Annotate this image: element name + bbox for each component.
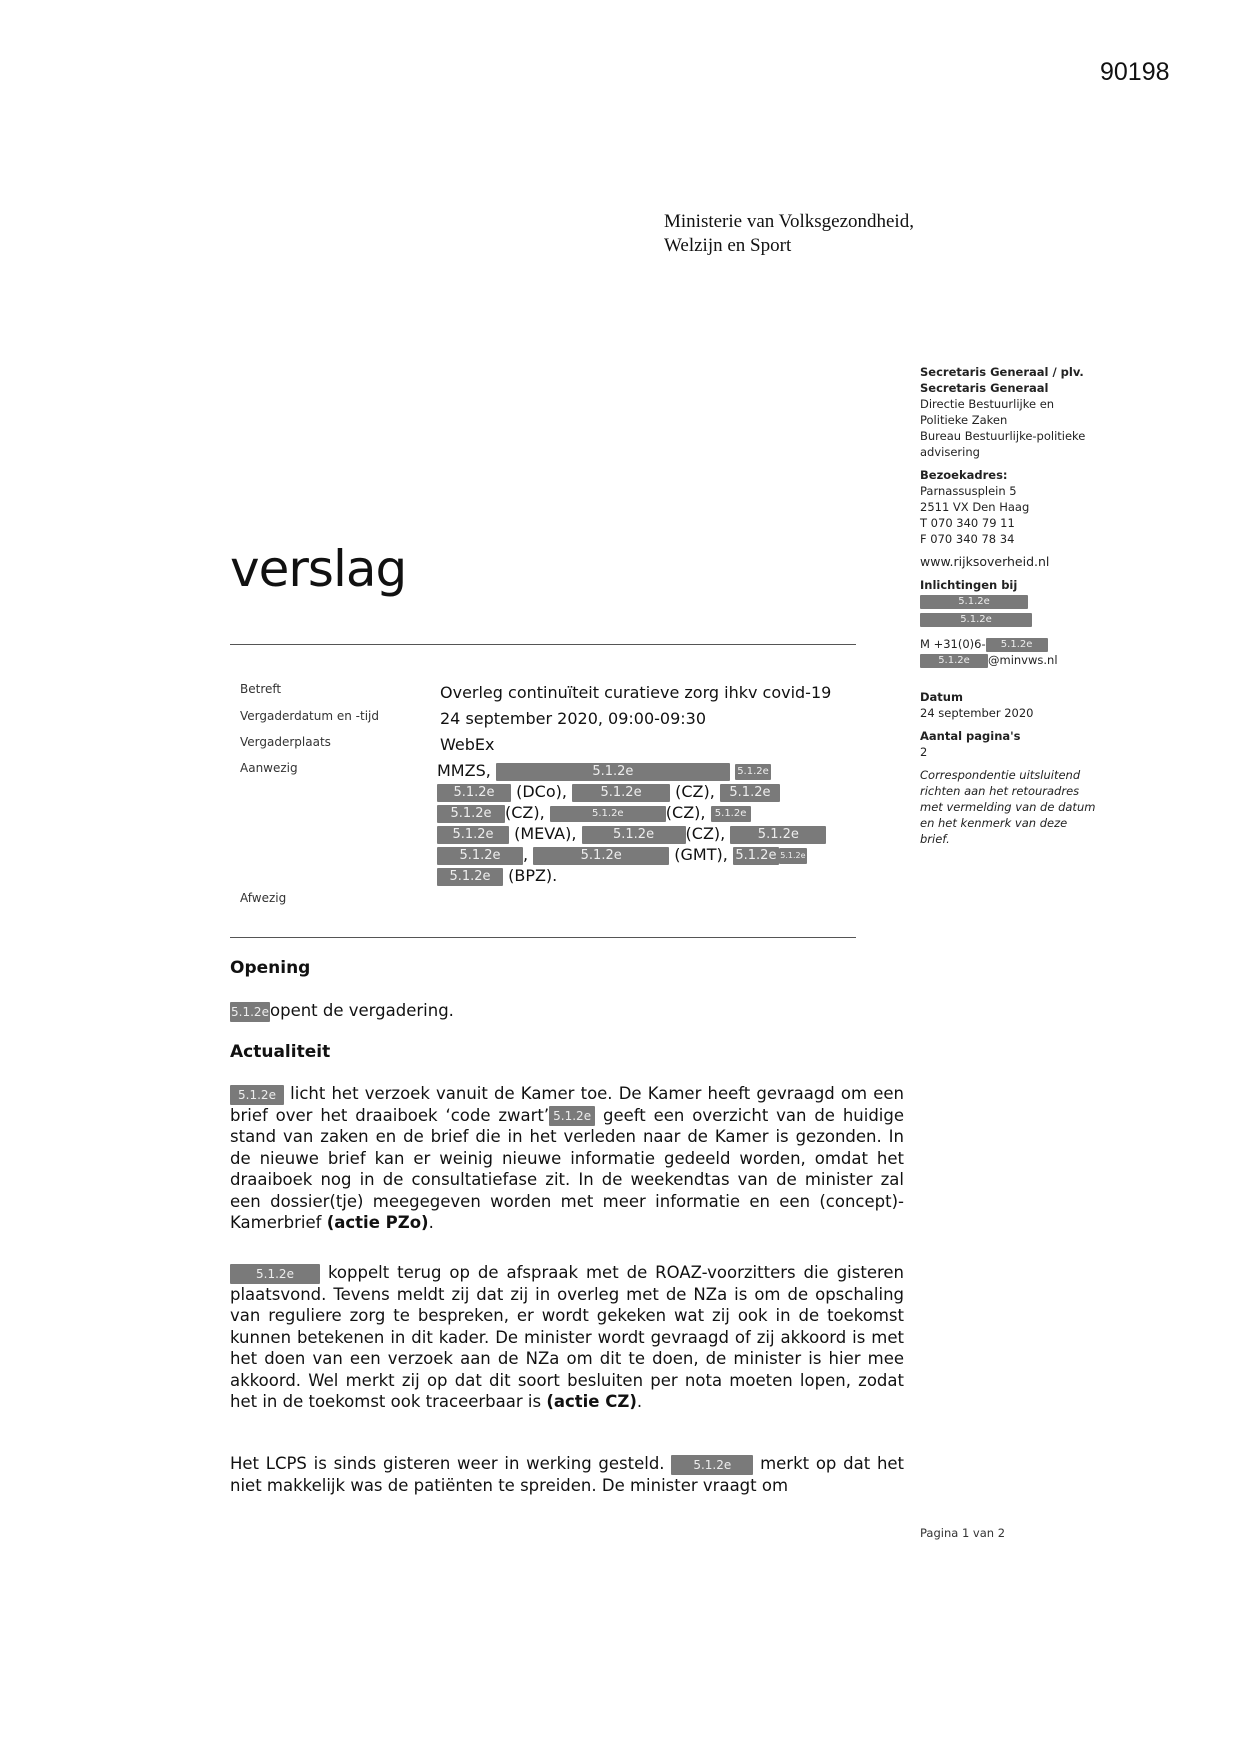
redaction-box: 5.1.2e <box>920 654 988 668</box>
section-heading-actualiteit: Actualiteit <box>230 1042 331 1062</box>
redaction-box: 5.1.2e <box>437 784 511 802</box>
paragraph-1-text-a: licht het verzoek vanuit de Kamer toe. De Kamer heeft gevraagd om een brief over het draaiboek ‘code zwart’ <box>230 1084 904 1125</box>
action-item-pzo: (actie PZo) <box>326 1213 429 1232</box>
redaction-box: 5.1.2e <box>735 764 771 780</box>
sidebar-dept-line4: advisering <box>920 445 980 459</box>
redaction-box: 5.1.2e <box>230 1264 320 1284</box>
section-heading-opening: Opening <box>230 958 311 978</box>
attendee-list <box>437 760 877 886</box>
sidebar-address-line2: 2511 VX Den Haag <box>920 500 1030 514</box>
subject-label: Betreft <box>240 682 282 696</box>
attendee-text: (BPZ). <box>508 866 558 885</box>
ministry-name-line1: Ministerie van Volksgezondheid, <box>664 211 914 232</box>
paragraph-1 <box>230 1083 904 1234</box>
opening-text: opent de vergadering. <box>270 1001 454 1020</box>
redaction-box: 5.1.2e <box>671 1455 753 1475</box>
place-label: Vergaderplaats <box>240 735 331 749</box>
present-label: Aanwezig <box>240 761 298 775</box>
sidebar-visit-label: Bezoekadres: <box>920 468 1008 482</box>
redaction-box: 5.1.2e <box>572 784 670 802</box>
redaction-box: 5.1.2e <box>730 826 826 844</box>
sidebar-dept-line1: Directie Bestuurlijke en <box>920 397 1055 411</box>
redaction-box: 5.1.2e <box>733 847 779 865</box>
sidebar-org-line1: Secretaris Generaal / plv. <box>920 365 1084 379</box>
datetime-value: 24 september 2020, 09:00-09:30 <box>440 709 707 728</box>
paragraph-3-text-b: merkt op dat het niet makkelijk was de patiënten te spreiden. De minister vraagt om <box>230 1454 905 1495</box>
sidebar-address-line1: Parnassusplein 5 <box>920 484 1017 498</box>
opening-paragraph <box>230 1000 904 1022</box>
sidebar-fax: F 070 340 78 34 <box>920 532 1015 546</box>
sidebar-website: www.rijksoverheid.nl <box>920 554 1050 569</box>
sidebar-info-label: Inlichtingen bij <box>920 578 1018 592</box>
sidebar-note-line4: en het kenmerk van deze <box>920 816 1068 830</box>
redaction-box: 5.1.2e <box>711 806 751 822</box>
redaction-box: 5.1.2e <box>549 1106 595 1126</box>
sidebar-note-line5: brief. <box>920 832 950 846</box>
attendee-text: (MEVA), <box>514 824 577 843</box>
sidebar-pages-value: 2 <box>920 745 928 759</box>
attendee-text: (CZ), <box>685 824 726 843</box>
attendee-text: (CZ), <box>675 782 715 801</box>
ministry-name-line2: Welzijn en Sport <box>664 235 792 256</box>
place-value: WebEx <box>440 735 495 754</box>
page-number: Pagina 1 van 2 <box>920 1526 1006 1540</box>
attendee-text: MMZS, <box>437 761 491 780</box>
sidebar-date-value: 24 september 2020 <box>920 706 1034 720</box>
redaction-box: 5.1.2e <box>496 763 730 781</box>
sidebar-colophon <box>920 364 1220 847</box>
redaction-box: 5.1.2e <box>437 868 503 886</box>
paragraph-2-text-a: koppelt terug op de afspraak met de ROAZ-voorzitters die gisteren plaatsvond. Tevens meldt zij dat zij in overleg met de NZa is om de opschaling van reguliere zorg te bespreken, er wordt gekeken wat zij ook in de toekomst kunnen betekenen in dit kader. De minister wordt gevraagd of zij akkoord is met het doen van een verzoek aan de NZa om dit te doen, de minister is hier mee akkoord. Wel merkt zij op dat dit soort besluiten per nota moeten lopen, zodat het in de toekomst ook traceerbaar is <box>230 1263 904 1411</box>
sidebar-note-line2: richten aan het retouradres <box>920 784 1080 798</box>
sidebar-mobile-prefix: M +31(0)6- <box>920 637 986 651</box>
attendee-text: (CZ), <box>505 803 545 822</box>
redaction-box: 5.1.2e <box>230 1085 284 1105</box>
redaction-box: 5.1.2e <box>920 613 1032 627</box>
document-number: 90198 <box>1100 58 1170 86</box>
attendee-text: , <box>523 845 529 864</box>
redaction-box: 5.1.2e <box>720 784 780 802</box>
paragraph-1-text-b: geeft een overzicht van de huidige stand van zaken en de brief die in het verleden naar de Kamer is gezonden. In de nieuwe brief kan er weinig nieuwe informatie gedeeld worden, omdat het draaiboek nog in de consultatiefase zit. In de weekendtas van de minister zal een dossier(tje) meegegeven worden met meer informatie en een (concept)-Kamerbrief <box>230 1105 905 1232</box>
redaction-box: 5.1.2e <box>437 847 523 865</box>
paragraph-3-text-a: Het LCPS is sinds gisteren weer in werking gesteld. <box>230 1454 665 1473</box>
ministry-name <box>664 210 914 258</box>
attendee-text: (DCo), <box>516 782 567 801</box>
redaction-box: 5.1.2e <box>582 826 686 844</box>
redaction-box: 5.1.2e <box>533 847 669 865</box>
meta-divider <box>230 937 856 938</box>
subject-value: Overleg continuïteit curatieve zorg ihkv covid-19 <box>440 683 832 702</box>
sidebar-note-line1: Correspondentie uitsluitend <box>920 768 1081 782</box>
sidebar-date-label: Datum <box>920 690 963 704</box>
datetime-label: Vergaderdatum en -tijd <box>240 709 379 723</box>
document-title: verslag <box>230 540 407 598</box>
sidebar-note-line3: met vermelding van de datum <box>920 800 1096 814</box>
redaction-box: 5.1.2e <box>230 1002 270 1022</box>
paragraph-1-end: . <box>428 1213 434 1232</box>
sidebar-dept-line3: Bureau Bestuurlijke-politieke <box>920 429 1086 443</box>
sidebar-phone: T 070 340 79 11 <box>920 516 1015 530</box>
paragraph-3 <box>230 1453 904 1496</box>
sidebar-pages-label: Aantal pagina's <box>920 729 1021 743</box>
sidebar-dept-line2: Politieke Zaken <box>920 413 1008 427</box>
redaction-box: 5.1.2e <box>920 595 1028 609</box>
absent-label: Afwezig <box>240 891 287 905</box>
sidebar-org-line2: Secretaris Generaal <box>920 381 1049 395</box>
redaction-box: 5.1.2e <box>779 848 807 864</box>
attendee-text: (CZ), <box>665 803 706 822</box>
redaction-box: 5.1.2e <box>550 806 666 822</box>
header-divider <box>230 644 856 645</box>
sidebar-email-suffix: @minvws.nl <box>988 653 1058 667</box>
redaction-box: 5.1.2e <box>437 805 505 823</box>
action-item-cz: (actie CZ) <box>546 1392 637 1411</box>
paragraph-2-end: . <box>636 1392 643 1411</box>
attendee-text: (GMT), <box>674 845 728 864</box>
paragraph-2 <box>230 1262 904 1413</box>
redaction-box: 5.1.2e <box>437 826 509 844</box>
redaction-box: 5.1.2e <box>986 638 1048 652</box>
